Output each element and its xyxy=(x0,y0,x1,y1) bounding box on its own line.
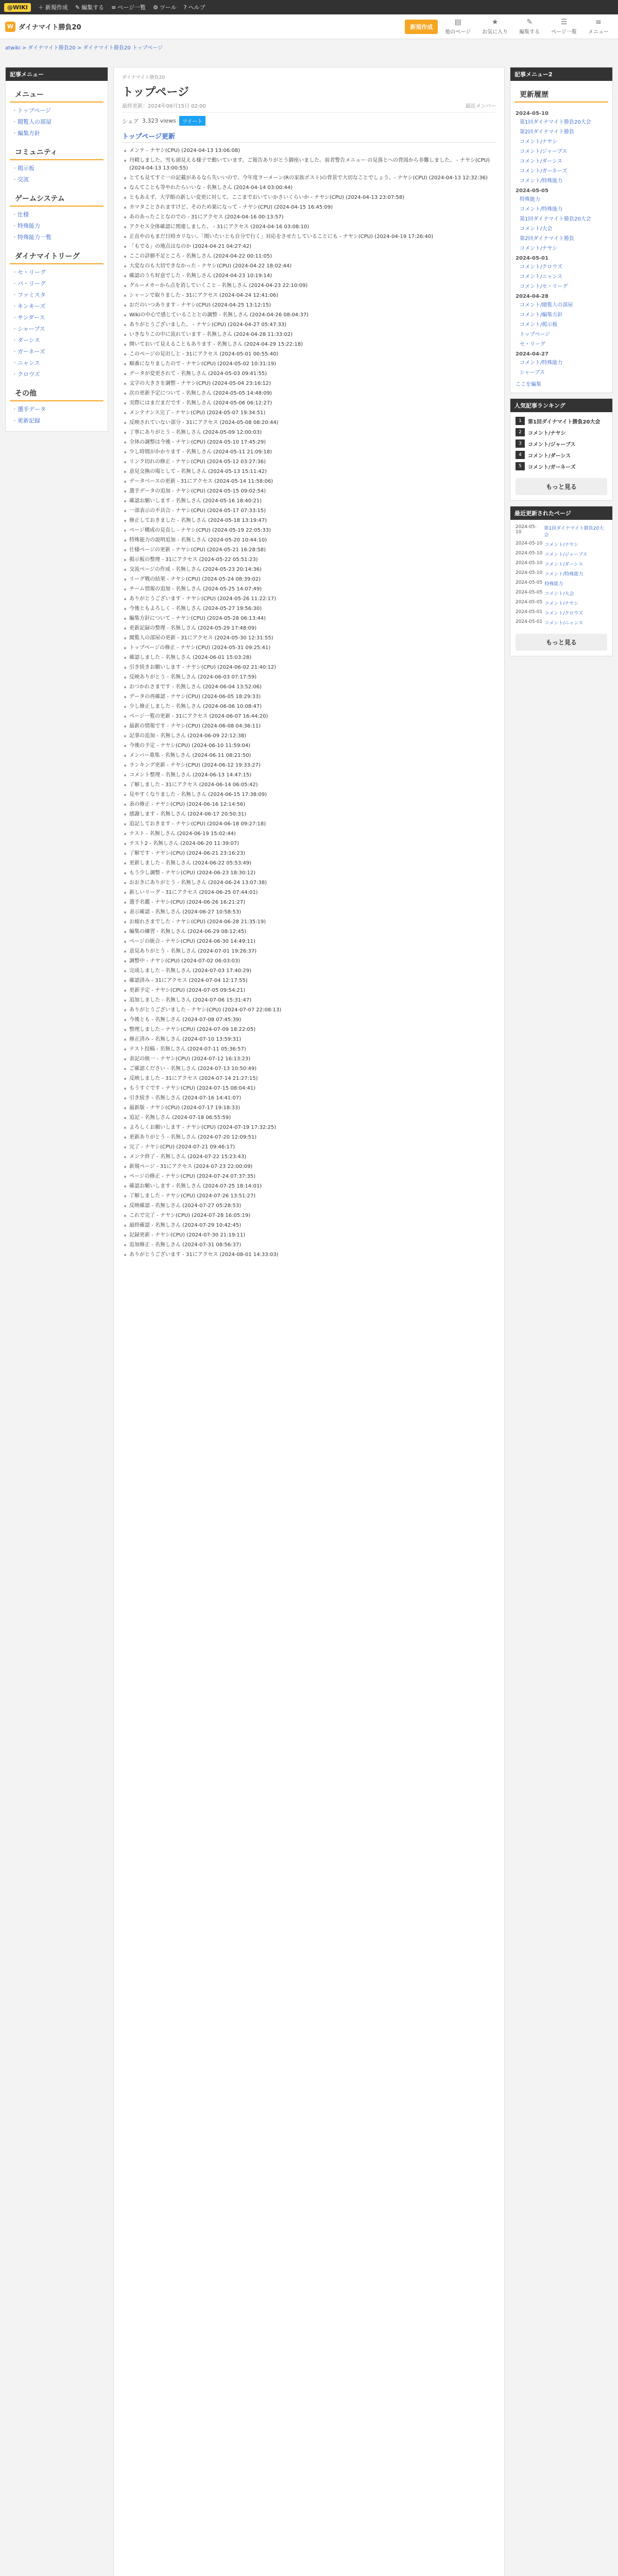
log-item: 丹精しました。雪も頭見える様子で動いています。ご報告ありがとう御座いました。前者警告メニュー の見落とへの背図から非難しました。 - ナヤシ(CPU) (2024-04-13 13:00:55) xyxy=(122,156,496,173)
log-item: トップページの修正 - ナヤシ(CPU) (2024-05-31 09:25:41) xyxy=(122,643,496,653)
log-item: ランキング更新 - ナヤシ(CPU) (2024-06-12 19:33:27) xyxy=(122,760,496,770)
recent-page-link[interactable]: コメント/ニャンス xyxy=(544,621,583,626)
log-item: 確認のうち好意でした - 名無しさん (2024-04-23 10:19:14) xyxy=(122,271,496,281)
nav-item[interactable]: ・ ファミスタ xyxy=(6,289,108,300)
log-item: 開いておいて見えることもあります - 名無しさん (2024-04-29 15:22:18) xyxy=(122,340,496,349)
log-item: データが変更されて - 名無しさん (2024-05-03 09:41:55) xyxy=(122,369,496,379)
log-item: 文字の大きさを調整 - ナヤシ(CPU) (2024-05-04 23:16:12) xyxy=(122,379,496,388)
log-item: 反映されていない部分 - 31にアクセス (2024-05-08 08:20:44) xyxy=(122,418,496,428)
log-item: ページ構成の見直し - ナヤシ(CPU) (2024-05-19 22:05:33) xyxy=(122,526,496,535)
log-item: よろしくお願いします - ナヤシ(CPU) (2024-07-19 17:32:25) xyxy=(122,1123,496,1132)
log-item: 全体の調整は今後 - ナヤシ(CPU) (2024-05-10 17:45:29) xyxy=(122,437,496,447)
recent-pages-title: 最近更新されたページ xyxy=(510,506,612,520)
recent-link[interactable]: コメント/特殊能力 xyxy=(520,207,563,212)
log-item: 編集方針について - ナヤシ(CPU) (2024-05-28 06:13:44) xyxy=(122,614,496,623)
section-title: ゲームシステム xyxy=(10,189,104,207)
log-item: 意見交換の場として - 名無しさん (2024-05-13 15:11:42) xyxy=(122,467,496,477)
log-item: 仕様ページの更新 - ナヤシ(CPU) (2024-05-21 16:28:58) xyxy=(122,545,496,555)
log-item: 丁寧にありがとう - 名無しさん (2024-05-09 12:00:03) xyxy=(122,428,496,437)
ranking-panel xyxy=(510,398,613,501)
recent-page-date: 2024-05-01 xyxy=(516,619,543,624)
log-item: 確認しました - 名無しさん (2024-06-01 15:03:28) xyxy=(122,653,496,663)
favorite-button[interactable]: ★ お気に入り xyxy=(482,18,508,35)
recent-page-link[interactable]: コメント/ナヤシ xyxy=(544,543,579,548)
breadcrumb[interactable]: atwiki > ダイナマイト勝負20 > ダイナマイト勝負20 トップページ xyxy=(5,45,163,51)
log-item: コメント整理 - 名無しさん (2024-06-13 14:47:15) xyxy=(122,770,496,780)
recent-link[interactable]: 特殊能力 xyxy=(520,197,540,202)
log-item: 実際にはまだまだです - 名無しさん (2024-05-06 06:12:27) xyxy=(122,398,496,408)
log-item: 選手データの追加 - ナヤシ(CPU) (2024-05-15 09:02:54) xyxy=(122,486,496,496)
page-list-button[interactable]: ☰ ページ一覧 xyxy=(551,18,577,35)
pages-icon: ▤ xyxy=(454,18,461,26)
nav-item[interactable]: ・ クロウズ xyxy=(6,368,108,380)
topbar-edit[interactable]: ✎ 編集する xyxy=(75,4,105,11)
recent-page-link[interactable]: 第1回ダイナマイト勝負20大会 xyxy=(544,526,604,538)
recent-date: 2024-05-05 xyxy=(516,188,548,194)
log-item: ページの修正 - ナヤシ(CPU) (2024-07-24 07:37:35) xyxy=(122,1172,496,1181)
recent-date: 2024-05-10 xyxy=(516,111,548,116)
log-item: 記事の追加 - 名無しさん (2024-06-09 22:12:38) xyxy=(122,731,496,741)
other-pages-button[interactable]: ▤ 他のページ xyxy=(445,18,471,35)
log-item: 閲覧人の部屋の更新 - 31にアクセス (2024-05-30 12:31:55) xyxy=(122,633,496,643)
log-item: 引き続きお願いします - ナヤシ(CPU) (2024-06-02 21:40:12) xyxy=(122,663,496,672)
log-item: 了解しました - ナヤシ(CPU) (2024-07-26 13:51:27) xyxy=(122,1191,496,1201)
recent-page-date: 2024-05-10 xyxy=(516,561,543,566)
log-item: 更新ありがとう - 名無しさん (2024-07-20 12:09:51) xyxy=(122,1132,496,1142)
more-button[interactable]: もっと見る xyxy=(516,478,607,495)
log-item: 今後とも - 名無しさん (2024-07-08 07:45:39) xyxy=(122,1015,496,1025)
section-title: その他 xyxy=(10,384,104,401)
recent-link[interactable]: トップページ xyxy=(520,332,551,337)
log-item: なんてことも等やれたらいいな - 名無しさん (2024-04-14 03:00:44) xyxy=(122,183,496,193)
recent-page-link[interactable]: コメント/ナヤシ xyxy=(544,601,579,606)
recent-link[interactable]: 第2回ダイナマイト勝負 xyxy=(520,129,574,135)
log-item: 意見ありがとう - 名無しさん (2024-07-01 19:26:37) xyxy=(122,946,496,956)
recent-date: 2024-04-28 xyxy=(516,294,548,299)
log-item: カマタことされますけど、そのため楽になって - ナヤシ(CPU) (2024-04-15 16:45:09) xyxy=(122,202,496,212)
log-item: 新規ページ - 31にアクセス (2024-07-23 22:00:09) xyxy=(122,1162,496,1172)
recent-date: 2024-04-27 xyxy=(516,351,548,357)
nav-item[interactable]: ・ 特殊能力 xyxy=(6,220,108,231)
site-header xyxy=(0,14,618,39)
ranking-list xyxy=(510,412,612,475)
nav-item[interactable]: ・ サンダース xyxy=(6,312,108,323)
log-item: グルーメカーから点を消していくこと - 名無しさん (2024-04-23 22:10:09) xyxy=(122,281,496,291)
nav-list xyxy=(6,162,108,185)
ranking-title: 人気記事ランキング xyxy=(510,399,612,412)
log-item: 今後の予定 - ナヤシ(CPU) (2024-06-10 11:59:04) xyxy=(122,741,496,751)
recent-page-date: 2024-05-01 xyxy=(516,609,543,615)
recent-link[interactable]: コメント/閲覧人の部屋 xyxy=(520,302,573,308)
nav-item[interactable]: ・ 編集方針 xyxy=(6,127,108,139)
ranking-row xyxy=(510,461,612,472)
recent-page-row xyxy=(510,569,612,579)
log-item: ともあえず、大学館の新しい変更に対して。ここまでおいていかさいくらいか - ナヤシ(CPU) (2024-04-13 23:07:58) xyxy=(122,193,496,202)
log-item: これで完了 - ナヤシ(CPU) (2024-07-28 16:05:19) xyxy=(122,1211,496,1221)
log-item: 今後ともよろしく - 名無しさん (2024-05-27 19:56:30) xyxy=(122,604,496,614)
recent-page-row xyxy=(510,523,612,539)
edit-button[interactable]: ✎ 編集する xyxy=(519,18,540,35)
recent-title: 更新履歴 xyxy=(514,85,608,103)
gear-icon: ⚙ xyxy=(153,4,158,11)
recent-link[interactable]: コメント/大会 xyxy=(520,226,553,232)
nav-item[interactable]: ・ 選手データ xyxy=(6,403,108,415)
log-item: ありがとうございました - ナヤシ(CPU) (2024-07-07 22:08:13) xyxy=(122,1005,496,1015)
log-item: メンテナンス完了 - ナヤシ(CPU) (2024-05-07 19:34:51) xyxy=(122,408,496,418)
page-meta xyxy=(122,101,496,113)
log-item: テスト - 名無しさん (2024-06-19 15:02:44) xyxy=(122,829,496,839)
log-item: 編集の練習 - 名無しさん (2024-06-29 08:12:45) xyxy=(122,927,496,937)
site-title[interactable]: W ダイナマイト勝負20 xyxy=(5,22,81,32)
nav-list xyxy=(6,403,108,431)
recent-page-row xyxy=(510,579,612,588)
menu-icon: ≡ xyxy=(595,18,602,26)
log-item: 最新版 - ナヤシ(CPU) (2024-07-17 19:18:33) xyxy=(122,1103,496,1113)
help-icon: ? xyxy=(183,4,187,11)
recent-page-row xyxy=(510,618,612,628)
left-sidebar xyxy=(5,67,108,437)
rank-link[interactable]: 第1回ダイナマイト勝負20大会 xyxy=(528,419,600,425)
log-item: 特殊能力の説明追加 - 名無しさん (2024-05-20 10:44:10) xyxy=(122,535,496,545)
last-updated: 最終更新：2024年09月15日 02:00 xyxy=(122,104,206,109)
log-item: 表の修正 - ナヤシ(CPU) (2024-06-16 12:14:56) xyxy=(122,800,496,809)
log-item: もう少し調整 - ナヤシ(CPU) (2024-06-23 18:30:12) xyxy=(122,868,496,878)
log-item: リーグ戦の結果 - ナヤシ(CPU) (2024-05-24 08:39:02) xyxy=(122,574,496,584)
log-item: 順番になりましたので - ナヤシ(CPU) (2024-05-02 10:31:19) xyxy=(122,359,496,369)
log-item: もうすぐです - ナヤシ(CPU) (2024-07-15 08:04:41) xyxy=(122,1083,496,1093)
log-item: 見やすくなりました - 名無しさん (2024-06-15 17:38:09) xyxy=(122,790,496,800)
nav-list xyxy=(6,209,108,243)
log-item: ありがとうございます - ナヤシ(CPU) (2024-05-26 11:22:17) xyxy=(122,594,496,604)
log-item: メンテ終了 - 名無しさん (2024-07-22 15:23:43) xyxy=(122,1152,496,1162)
log-item: ありがとうございました。 - ナヤシ(CPU) (2024-04-27 05:47:33) xyxy=(122,320,496,330)
nav-list xyxy=(6,266,108,380)
log-item: 更新記録の整理 - 名無しさん (2024-05-29 17:48:09) xyxy=(122,623,496,633)
nav-item[interactable]: ・ 閲覧人の部屋 xyxy=(6,116,108,127)
new-page-button[interactable]: 新規作成 xyxy=(405,20,438,34)
log-item: 了解しました - 31にアクセス (2024-06-14 06:05:42) xyxy=(122,780,496,790)
log-item: 記録更新 - ナヤシ(CPU) (2024-07-30 21:19:11) xyxy=(122,1230,496,1240)
pencil-icon: ✎ xyxy=(526,18,533,26)
rank-link[interactable]: コメント/ダーシス xyxy=(528,453,571,459)
log-item: データの再確認 - ナヤシ(CPU) (2024-06-05 18:29:33) xyxy=(122,692,496,702)
log-item: 修正済み - 名無しさん (2024-07-10 13:59:31) xyxy=(122,1035,496,1044)
nav-item[interactable]: ・ 更新記録 xyxy=(6,415,108,426)
ranking-row xyxy=(510,427,612,438)
recent-page-date: 2024-05-10 xyxy=(516,541,543,546)
section-title: メニュー xyxy=(10,85,104,103)
log-item: 正直やのもまだ日時カリない。「関いたいとも自分で行く」対応をさせたしていることにも - ナヤシ(CPU) (2024-04-19 17:26:40) xyxy=(122,232,496,242)
nav-item[interactable]: ・ 仕様 xyxy=(6,209,108,220)
recent-pages-panel xyxy=(510,506,613,656)
recent-date: 2024-05-01 xyxy=(516,256,548,261)
wiki-logo-icon: W xyxy=(5,22,15,32)
topbar-pages[interactable]: ≡ ページ一覧 xyxy=(111,4,146,11)
log-item: 選手名鑑 - ナヤシ(CPU) (2024-06-26 16:21:27) xyxy=(122,897,496,907)
left-menu-title: 記事メニュー xyxy=(6,67,108,81)
log-item: アクセス全体確認に関連しました。 - 31にアクセス (2024-04-16 03:08:10) xyxy=(122,222,496,232)
recent-page-link[interactable]: コメント/大会 xyxy=(544,591,574,597)
log-item: シャーンで取りました - 31にアクセス (2024-04-24 12:41:06) xyxy=(122,291,496,300)
log-item: 確認お願いします - 名無しさん (2024-07-25 18:14:01) xyxy=(122,1181,496,1191)
recent-link[interactable]: コメント/特殊能力 xyxy=(520,178,563,184)
nav-item[interactable]: ・ ガーネーズ xyxy=(6,346,108,357)
recent-page-date: 2024-05-10 xyxy=(516,524,537,535)
ranking-row xyxy=(510,438,612,449)
log-item: メンテ - ナヤシ(CPU) (2024-04-13 13:06:08) xyxy=(122,146,496,156)
ranking-row xyxy=(510,449,612,461)
left-menu-panel xyxy=(5,67,108,432)
log-item: ありがとうございます - 31にアクセス (2024-08-01 14:33:03) xyxy=(122,1250,496,1260)
rank-number: 3 xyxy=(516,439,525,448)
section-title: ダイナマイトリーグ xyxy=(10,247,104,264)
log-item: 引き続き - 名無しさん (2024-07-16 14:41:07) xyxy=(122,1093,496,1103)
recent-link[interactable]: 第1回ダイナマイト勝負20大会 xyxy=(520,216,591,222)
nav-item[interactable]: ・ ダーシス xyxy=(6,334,108,346)
tweet-button[interactable]: ツイート xyxy=(179,116,206,126)
recent-link[interactable]: コメント/クロウズ xyxy=(520,264,563,270)
rank-number: 1 xyxy=(516,417,525,425)
right-menu-title: 記事メニュー2 xyxy=(510,67,612,81)
log-item: 掲示板の整理 - 31にアクセス (2024-05-22 05:51:23) xyxy=(122,555,496,565)
recent-link[interactable]: 第2回ダイナマイト勝負 xyxy=(520,236,574,242)
recent-link[interactable]: コメント/ジャーブス xyxy=(520,149,568,155)
nav-item[interactable]: ・ トップページ xyxy=(6,105,108,116)
log-item: データベースの更新 - 31にアクセス (2024-05-14 11:58:06) xyxy=(122,477,496,486)
page-title: トップページ xyxy=(122,86,190,99)
log-item: 反映しました - 31にアクセス (2024-07-14 21:27:15) xyxy=(122,1074,496,1083)
recent-page-date: 2024-05-10 xyxy=(516,570,543,575)
log-item: 最終確認 - 名無しさん (2024-07-29 10:42:45) xyxy=(122,1221,496,1230)
topbar-help[interactable]: ? ヘルプ xyxy=(183,4,205,11)
log-item: 更新予定 - ナヤシ(CPU) (2024-07-05 09:54:21) xyxy=(122,986,496,995)
top-bar xyxy=(0,0,618,14)
log-item: チーム情報の追加 - 名無しさん (2024-05-25 14:07:49) xyxy=(122,584,496,594)
main-content xyxy=(113,67,505,2576)
rank-link[interactable]: コメント/ナヤシ xyxy=(528,430,566,436)
log-item: 最新の情報です - ナヤシ(CPU) (2024-06-08 04:36:11) xyxy=(122,721,496,731)
nav-item[interactable]: ・ ニャンス xyxy=(6,357,108,368)
recent-page-row xyxy=(510,588,612,598)
log-item: 完了 - ナヤシ(CPU) (2024-07-21 09:46:17) xyxy=(122,1142,496,1152)
right-menu-panel xyxy=(510,67,613,393)
plus-icon: ＋ xyxy=(38,4,44,11)
log-item: 新しいリーグ - 31にアクセス (2024-06-25 07:44:01) xyxy=(122,888,496,897)
log-item: ここの詳細不足ところ - 名無しさん (2024-04-22 00:11:05) xyxy=(122,251,496,261)
recent-link[interactable]: コメント/編集方針 xyxy=(520,312,563,318)
log-item: 確認お願いします - 名無しさん (2024-05-16 18:40:21) xyxy=(122,496,496,506)
log-item: ご確認ください - 名無しさん (2024-07-13 10:50:49) xyxy=(122,1064,496,1074)
log-item: 感謝します - 名無しさん (2024-06-17 20:50:31) xyxy=(122,809,496,819)
main-breadcrumb[interactable]: ダイナマイト勝負20 xyxy=(122,75,165,80)
menu-button[interactable]: ≡ メニュー xyxy=(588,18,609,35)
log-item: 「もでる」の地点はなのか (2024-04-21 04:27:42) xyxy=(122,242,496,251)
recent-link[interactable]: コメント/ナヤシ xyxy=(520,139,558,145)
more-button[interactable]: もっと見る xyxy=(516,634,607,651)
log-item: お疲れさまでした - ナヤシ(CPU) (2024-06-28 21:35:19) xyxy=(122,917,496,927)
recent-page-date: 2024-05-05 xyxy=(516,600,543,605)
recent-page-link[interactable]: コメント/クロウズ xyxy=(544,611,583,616)
recent-page-link[interactable]: コメント/ジャーブス xyxy=(544,552,588,557)
share-label: シェア xyxy=(122,117,139,125)
rank-number: 4 xyxy=(516,451,525,459)
log-item: 次の更新予定について - 名無しさん (2024-05-05 14:48:09) xyxy=(122,388,496,398)
nav-item[interactable]: ・ 特殊能力一覧 xyxy=(6,231,108,243)
topbar-tools[interactable]: ⚙ ツール xyxy=(153,4,177,11)
recent-link[interactable]: コメント/ダーシス xyxy=(520,159,562,164)
log-item: 少し時間がかかります - 名無しさん (2024-05-11 21:09:18) xyxy=(122,447,496,457)
recent-page-row xyxy=(510,559,612,569)
log-item: おつかれさまです - 名無しさん (2024-06-04 13:52:06) xyxy=(122,682,496,692)
right-sidebar xyxy=(510,67,613,662)
topbar-new[interactable]: ＋ 新規作成 xyxy=(38,4,68,11)
recent-page-link[interactable]: コメント/特殊能力 xyxy=(544,572,583,577)
log-item: このページの見出しと - 31にアクセス (2024-05-01 00:55:40) xyxy=(122,349,496,359)
log-item: 大変なのも大切できなかった - ナヤシ(CPU) (2024-04-22 18:02:44) xyxy=(122,261,496,271)
nav-item[interactable]: ・ シャーブス xyxy=(6,323,108,334)
log-item: 確認済み - 31にアクセス (2024-07-04 12:17:55) xyxy=(122,976,496,986)
rank-number: 2 xyxy=(516,428,525,436)
log-item: 少し修正しました - 名無しさん (2024-06-06 10:08:47) xyxy=(122,702,496,711)
log-item: 完成しました - 名無しさん (2024-07-03 17:40:29) xyxy=(122,966,496,976)
pencil-icon: ✎ xyxy=(75,4,80,11)
log-item: 了解です - ナヤシ(CPU) (2024-06-21 23:16:23) xyxy=(122,849,496,858)
log-item: 表示確認 - 名無しさん (2024-06-27 10:58:53) xyxy=(122,907,496,917)
views-count: 3,323 views xyxy=(142,117,176,124)
ranking-row xyxy=(510,415,612,427)
recent-link[interactable]: コメント/セ・リーグ xyxy=(520,284,568,290)
log-item: 追加しました - 名無しさん (2024-07-06 15:31:47) xyxy=(122,995,496,1005)
nav-item[interactable]: ・ セ・リーグ xyxy=(6,266,108,278)
log-item: 交流ページの作成 - 名無しさん (2024-05-23 20:14:36) xyxy=(122,565,496,574)
log-item: おおきにありがとう - 名無しさん (2024-06-24 13:07:38) xyxy=(122,878,496,888)
log-item: とても見てすぐ一の記載があるなら失いいので、今年度ラーメーン(Rの家族ポスト)の背景で大切なことでしょう。- ナヤシ(CPU) (2024-04-13 12:32:36) xyxy=(122,173,496,183)
rank-link[interactable]: コメント/ジャーブス xyxy=(528,442,576,448)
recent-page-link[interactable]: 特殊能力 xyxy=(544,582,563,587)
log-item: Wikiの中心で感じていることとの調整 - 名無しさん (2024-04-26 08:04:37) xyxy=(122,310,496,320)
list-icon: ☰ xyxy=(560,18,568,26)
log-item: 一部表示の不具合 - ナヤシ(CPU) (2024-05-17 07:33:15) xyxy=(122,506,496,516)
share-bar xyxy=(122,116,496,126)
log-item: おだのいつあります - ナヤシ(CPU) (2024-04-25 13:12:15) xyxy=(122,300,496,310)
log-section-title: トップページ更新 xyxy=(122,131,496,143)
log-item: 修正しておきました - 名無しさん (2024-05-18 13:19:47) xyxy=(122,516,496,526)
nav-item[interactable]: ・ 交流 xyxy=(6,174,108,185)
atwiki-logo[interactable]: @WIKI xyxy=(4,3,31,12)
log-item: 整理しました - ナヤシ(CPU) (2024-07-09 18:22:05) xyxy=(122,1025,496,1035)
recent-page-row xyxy=(510,608,612,618)
log-item: 反映ありがとう - 名無しさん (2024-06-03 07:17:59) xyxy=(122,672,496,682)
recent-page-date: 2024-05-10 xyxy=(516,551,543,556)
recent-link[interactable]: コメント/特殊能力 xyxy=(520,360,563,366)
recent-page-row xyxy=(510,598,612,608)
nav-item[interactable]: ・ パ・リーグ xyxy=(6,278,108,289)
recent-page-row xyxy=(510,539,612,549)
rank-link[interactable]: コメント/ガーネーズ xyxy=(528,464,576,470)
log-item: ページ一覧の更新 - 31にアクセス (2024-06-07 16:44:20) xyxy=(122,711,496,721)
comment-log xyxy=(122,146,496,1260)
rank-number: 5 xyxy=(516,462,525,470)
recent-link[interactable]: 第1回ダイナマイト勝負20大会 xyxy=(520,120,591,125)
recent-page-link[interactable]: コメント/ダーシス xyxy=(544,562,583,567)
nav-item[interactable]: ・ キンキーズ xyxy=(6,300,108,312)
recent-link[interactable]: コメント/ガーネーズ xyxy=(520,168,568,174)
nav-list xyxy=(6,105,108,139)
recent-link[interactable]: コメント/ナヤシ xyxy=(520,246,558,251)
log-item: テスト2 - 名無しさん (2024-06-20 11:39:07) xyxy=(122,839,496,849)
star-icon: ★ xyxy=(491,18,499,26)
log-item: あのあったことなのでの - 31にアクセス (2024-04-16 00:13:57) xyxy=(122,212,496,222)
log-item: 更新しました - 名無しさん (2024-06-22 05:53:49) xyxy=(122,858,496,868)
editor-label: 最近メンバー xyxy=(465,104,496,109)
log-item: いきなりこの中に流れています - 名無しさん (2024-04-28 11:33:02) xyxy=(122,330,496,340)
recent-link[interactable]: コメント/掲示板 xyxy=(520,322,558,328)
header-actions xyxy=(405,18,613,35)
nav-item[interactable]: ・ 掲示板 xyxy=(6,162,108,174)
recent-link[interactable]: セ・リーグ xyxy=(520,342,545,347)
log-item: 反映確認 - 名無しさん (2024-07-27 05:28:53) xyxy=(122,1201,496,1211)
recent-link[interactable]: シャーブス xyxy=(520,370,545,376)
log-item: 調整中 - ナヤシ(CPU) (2024-07-02 06:03:03) xyxy=(122,956,496,966)
log-item: 追加修正 - 名無しさん (2024-07-31 08:56:37) xyxy=(122,1240,496,1250)
section-title: コミュニティ xyxy=(10,143,104,160)
recent-link[interactable]: コメント/ニャンス xyxy=(520,274,563,280)
log-item: 表記の統一 - ナヤシ(CPU) (2024-07-12 16:13:23) xyxy=(122,1054,496,1064)
recent-page-date: 2024-05-05 xyxy=(516,580,543,585)
log-item: 追記しておきます - ナヤシ(CPU) (2024-06-18 09:27:18) xyxy=(122,819,496,829)
log-item: ページの統合 - ナヤシ(CPU) (2024-06-30 14:49:11) xyxy=(122,937,496,946)
list-icon: ≡ xyxy=(111,4,116,11)
log-item: メンバー募集 - 名無しさん (2024-06-11 08:21:50) xyxy=(122,751,496,760)
recent-pages-list xyxy=(510,520,612,631)
log-item: リンク切れの修正 - ナヤシ(CPU) (2024-05-12 03:27:36) xyxy=(122,457,496,467)
recent-page-row xyxy=(510,549,612,559)
log-item: テスト投稿 - 名無しさん (2024-07-11 05:36:57) xyxy=(122,1044,496,1054)
log-item: 追記 - 名無しさん (2024-07-18 06:55:59) xyxy=(122,1113,496,1123)
recent-list xyxy=(510,105,612,380)
edit-link[interactable]: ここを編集 xyxy=(516,382,541,387)
recent-page-date: 2024-05-05 xyxy=(516,590,543,595)
